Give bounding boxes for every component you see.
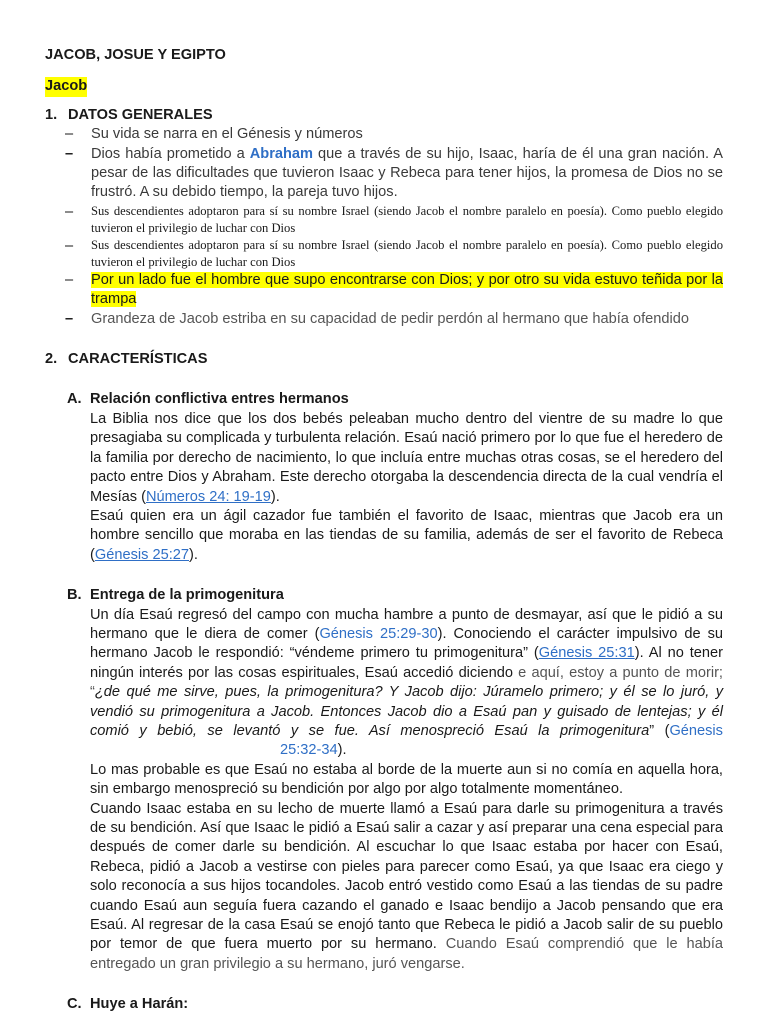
bullet-text: Sus descendientes adoptaron para sí su nombre Israel (siendo Jacob el nombre paralelo en poesía). Como pueblo elegido tuvieron el privilegio de luchar con Dios [91,237,723,269]
subsection-letter: C. [67,996,82,1013]
paragraph-text: Cuando Isaac estaba en su lecho de muerte llamó a Esaú para darle su primogenitura a través de su bendición. Así que Isaac le pidió a Esaú salir a cazar y así preparar una cena especial para después de comer darle su bendición. Al escuchar lo que Isaac estaba por hacer con Esaú, Rebeca, pidió a Jacob a vestirse con pieles para parecer como Esaú, ya que Isaac era ciego y solo reconocía a sus hijos tocandoles. Jacob entró vestido como Esaú a las tiendas de su padre cuando Esaú aun seguía fuera cazando el ganado e Isaac bendijo a Jacob pensando que era Esaú. Al regresar de la casa Esaú se enojó tanto que Rebeca le pidió a Jacob salir de su pueblo por temor de que fuera muerto por su hermano. [90,800,723,953]
dash-bullet-icon: – [65,271,74,288]
paragraph-text: ). Al no tener ningún interés por las cosas espirituales, Esaú accedió diciendo [90,645,723,681]
bible-reference-link[interactable]: Números 24: 19-19 [145,488,271,505]
paragraph [90,606,723,761]
subsection-letter: B. [67,587,82,604]
paragraph-text: e aquí, estoy a punto de morir; “ [90,664,723,701]
paragraph-text: ). [270,488,280,505]
list-item [65,310,723,329]
section-title: CARACTERÍSTICAS [68,351,208,368]
section-number: 2. [45,351,58,368]
highlighted-text: Por un lado fue el hombre que supo encontrarse con Dios; y por otro su vida estuvo teñida por la trampa [91,271,723,308]
bullet-text: Su vida se narra en el Génesis y números [91,126,363,143]
bullet-text-part: que a través de su hijo, Isaac, haría de él una gran nación. A pesar de las dificultades que tuvieron Isaac y Rebeca para tener hijos, la promesa de Dios no se frustró. A su debido tiempo, la pareja tuvo hijos. [91,145,723,201]
paragraph-text: ). [337,742,347,759]
list-item [65,125,723,144]
dash-bullet-icon: – [65,126,74,143]
section-1-heading [45,106,723,125]
paragraph: Lo mas probable es que Esaú no estaba al borde de la muerte aun si no comía en aquella hora, sin embargo menospreció su bendición por algo por algo totalmente momentáneo. [90,761,723,798]
dash-bullet-icon: – [65,203,74,220]
bible-reference[interactable]: Génesis 25:29-30 [319,625,438,642]
subsection-c-heading [45,995,723,1014]
dash-bullet-icon: – [65,237,74,254]
subsection-b-heading [45,586,723,605]
list-item [65,237,723,271]
subsection-a-heading [45,390,723,409]
section-1-list [45,125,723,329]
section-number: 1. [45,106,58,123]
paragraph-text: La Biblia nos dice que los dos bebés peleaban mucho dentro del vientre de su madre lo que presagiaba su complicada y turbulenta relación. Esaú nació primero por lo que fue el heredero de la familia por derecho de nacimiento, lo que incluía entre muchas otras cosas, se el heredero del pacto entre Dios y Abraham. Este derecho otorgaba la descendencia directa de la cual vendría el Mesías ( [90,410,723,505]
paragraph-text: ). Conociendo el carácter impulsivo de su hermano Jacob le respondió: “véndeme primero tu primogenitura” ( [90,625,723,662]
dash-bullet-icon: – [65,145,74,162]
subsection-letter: A. [67,391,82,408]
section-title: DATOS GENERALES [68,106,213,123]
bullet-text [91,145,723,203]
bullet-text-part: Dios había prometido a [91,145,250,162]
list-item [65,203,723,237]
bullet-text: Sus descendientes adoptaron para sí su nombre Israel (siendo Jacob el nombre paralelo en poesía). Como pueblo elegido tuvieron el privilegio de luchar con Dios [91,203,723,235]
paragraph-text: ” ( [649,722,670,739]
bible-reference[interactable]: 25:32-34 [280,742,338,759]
section-2-heading [45,350,723,369]
subsection-title: Entrega de la primogenitura [90,587,284,604]
bullet-text-highlighted [91,271,723,310]
bible-reference[interactable]: Génesis [669,722,723,739]
document-title: JACOB, JOSUE Y EGIPTO [45,47,226,63]
paragraph-text: ). [189,546,198,563]
highlighted-subtitle: Jacob [45,77,87,96]
list-item [65,271,723,310]
dash-bullet-icon: – [65,310,74,327]
bible-reference-link[interactable]: Génesis 25:31 [538,645,635,662]
subsection-title: Relación conflictiva entres hermanos [90,391,349,408]
bible-reference-link[interactable]: Génesis 25:27 [94,546,189,563]
subsection-title: Huye a Harán: [90,996,189,1013]
paragraph-text: Esaú quien era un ágil cazador fue también el favorito de Isaac, mientras que Jacob era un hombre sencillo que moraba en las tiendas de su familia, además de ser el favorito de Rebeca ( [90,507,723,563]
abraham-name: Abraham [249,145,313,162]
list-item [65,145,723,203]
paragraph-text: Un día Esaú regresó del campo con mucha hambre a punto de desmayar, así que le pidió a su hermano que le diera de comer ( [90,606,723,642]
paragraph-text: Cuando Esaú comprendió que le había entregado un gran privilegio a su hermano, juró vengarse. [90,936,724,972]
scripture-quote: ¿de qué me sirve, pues, la primogenitura? Y Jacob dijo: Júramelo primero; y él se lo juró, y vendió su primogenitura a Jacob. Entonces Jacob dio a Esaú pan y guisado de lentejas; y él comió y bebió, se levantó y se fue. Así menospreció Esaú la primogenitura [90,684,723,739]
paragraph [90,800,723,975]
paragraph [90,410,723,507]
bullet-text: Grandeza de Jacob estriba en su capacidad de pedir perdón al hermano que había ofendido [91,310,689,327]
paragraph [90,507,723,565]
